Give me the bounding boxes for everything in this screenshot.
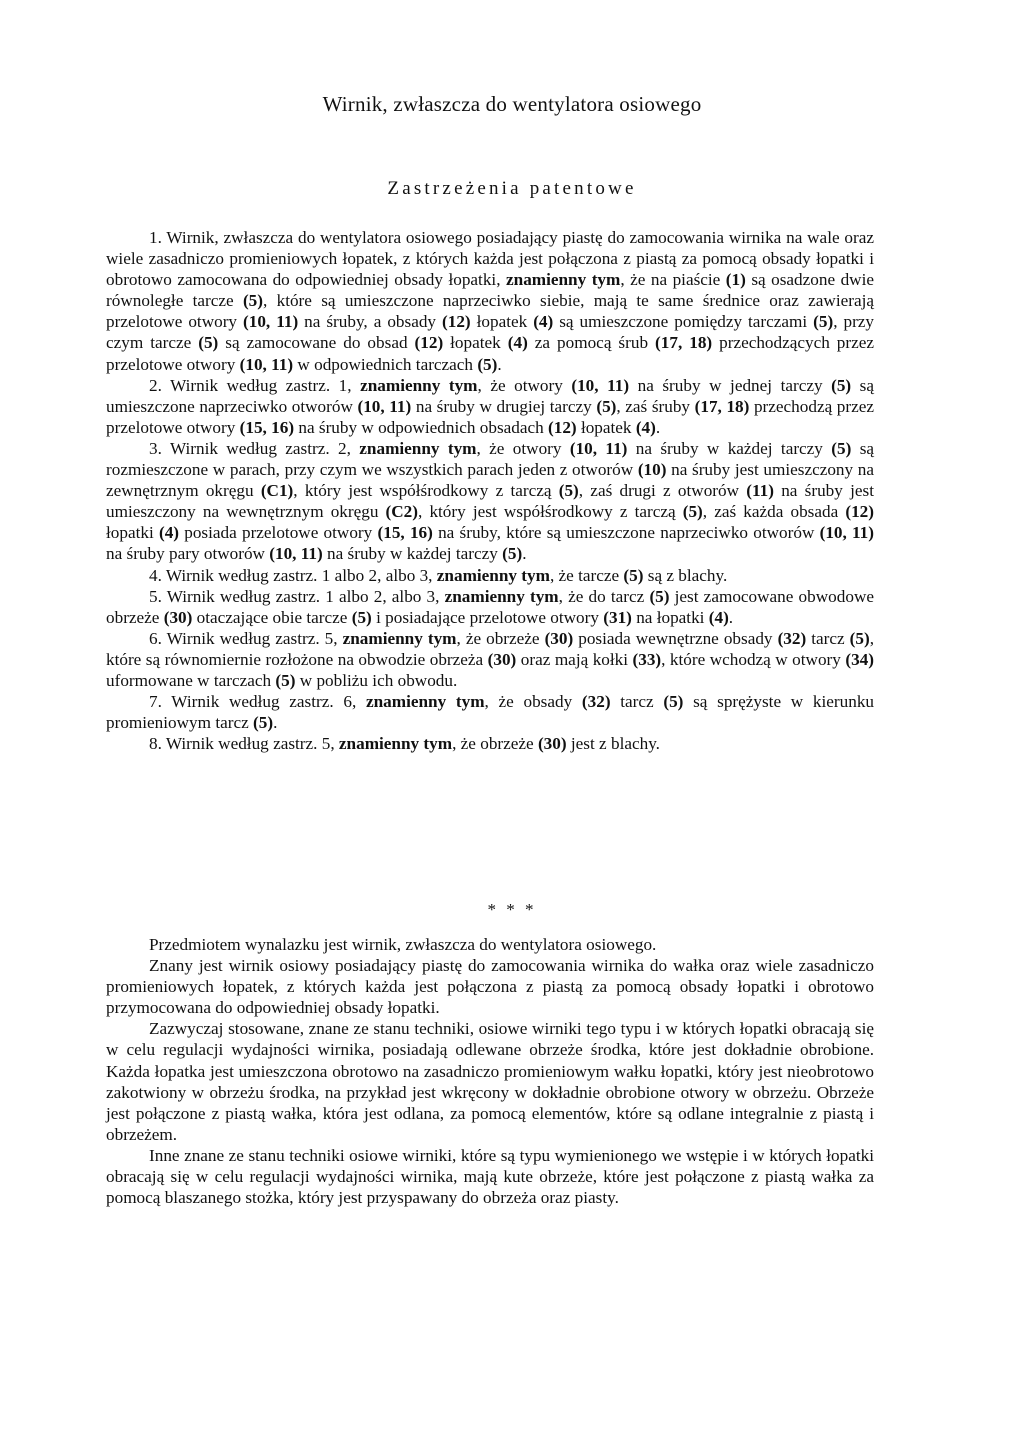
- claim-text-run: na śruby w jednej tarczy: [629, 375, 832, 395]
- claim-bold-run: (12): [442, 312, 471, 332]
- claim-bold-run: (11): [746, 481, 774, 501]
- claim-text-run: , zaś każda obsada: [702, 502, 846, 522]
- claim-text-run: .: [728, 607, 734, 627]
- claim-text-run: są sprężyste w kierunku promieniowym tarcz: [106, 692, 875, 733]
- claim-text-run: na śruby w każdej tarczy: [627, 438, 832, 458]
- claim-2: [106, 375, 874, 438]
- claim-bold-run: (10): [637, 460, 667, 480]
- claim-text-run: , że na piaście: [620, 270, 726, 290]
- claim-1: [106, 227, 874, 375]
- claim-bold-run: (15, 16): [377, 523, 433, 543]
- claim-bold-run: (12): [548, 417, 577, 437]
- claim-bold-run: (12): [845, 502, 874, 522]
- claim-bold-run: (33): [632, 649, 662, 669]
- claim-text-run: są rozmieszczone w parach, przy czym we wszystkich parach jeden z otworów: [106, 438, 875, 480]
- claim-text-run: przechodzą przez przelotowe otwory: [106, 396, 875, 437]
- claim-6: [106, 628, 874, 691]
- claim-bold-run: (17, 18): [694, 396, 750, 416]
- claim-text-run: są umieszczone pomiędzy tarczami: [553, 312, 814, 332]
- section-separator: * * *: [487, 900, 537, 919]
- claim-bold-run: (5): [351, 607, 372, 627]
- claim-bold-run: (5): [477, 354, 498, 374]
- description-paragraph-2: Znany jest wirnik osiowy posiadający piastę do zamocowania wirnika do wałka oraz wiele zasadniczo promieniowych łopatek, z których każda jest połączona z piastą za pomocą obsady łopatki i obrotowo przymocowana do odpowiedniej obsady łopatki.: [106, 956, 874, 1018]
- claim-text-run: tarcz: [806, 628, 850, 648]
- claim-bold-run: (32): [581, 692, 611, 712]
- claim-bold-run: (30): [537, 734, 567, 754]
- claim-text-run: , że otwory: [476, 438, 570, 458]
- claim-text-run: , że otwory: [477, 375, 572, 395]
- claim-bold-run: (5): [596, 396, 617, 416]
- claim-text-run: , że do tarcz: [558, 586, 650, 606]
- claim-text-run: łopatki: [106, 523, 159, 543]
- claim-text-run: 3. Wirnik według zastrz. 2,: [149, 438, 360, 458]
- claim-text-run: posiada wewnętrzne obsady: [573, 628, 778, 648]
- claim-bold-run: znamienny tym: [360, 375, 478, 395]
- claim-bold-run: znamienny tym: [342, 628, 457, 648]
- claim-bold-run: (32): [777, 628, 807, 648]
- claim-bold-run: (34): [845, 649, 874, 669]
- claim-bold-run: (15, 16): [239, 417, 295, 437]
- claim-bold-run: (5): [253, 713, 274, 733]
- claim-bold-run: (5): [242, 291, 263, 311]
- claim-text-run: , że tarcze: [549, 565, 624, 585]
- claim-text-run: na śruby, które są umieszczone naprzeciwko otworów: [432, 523, 820, 543]
- claim-text-run: na śruby jest umieszczony na zewnętrznym okręgu: [106, 460, 875, 501]
- claim-text-run: , zaś drugi z otworów: [578, 481, 747, 501]
- claim-text-run: , że obrzeże: [452, 734, 538, 754]
- claim-text-run: 4. Wirnik według zastrz. 1 albo 2, albo 3,: [149, 565, 437, 585]
- claim-4: [106, 565, 874, 586]
- claim-bold-run: (5): [649, 586, 670, 606]
- claim-text-run: w pobliżu ich obwodu.: [295, 670, 458, 690]
- description-paragraph-1: Przedmiotem wynalazku jest wirnik, zwłaszcza do wentylatora osiowego.: [149, 935, 657, 954]
- claim-5: [106, 586, 874, 628]
- claim-3: [106, 438, 874, 565]
- claim-text-run: łopatek: [470, 312, 534, 332]
- claim-text-run: , przy czym tarcze: [106, 312, 875, 353]
- claim-text-run: na łopatki: [631, 607, 709, 627]
- claim-text-run: na śruby pary otworów: [106, 544, 270, 564]
- claim-bold-run: znamienny tym: [444, 586, 559, 606]
- claim-text-run: jest zamocowane obwodowe obrzeże: [106, 586, 874, 627]
- claim-bold-run: (17, 18): [655, 333, 713, 353]
- claim-bold-run: (5): [663, 692, 684, 712]
- claim-text-run: na śruby w każdej tarczy: [322, 544, 503, 564]
- claim-bold-run: (31): [603, 607, 632, 627]
- claim-bold-run: (4): [158, 523, 180, 543]
- claim-text-run: 2. Wirnik według zastrz. 1,: [149, 375, 361, 395]
- claim-text-run: uformowane w tarczach: [106, 670, 276, 690]
- claim-bold-run: znamienny tym: [436, 565, 550, 585]
- claim-text-run: .: [497, 354, 502, 374]
- claims-list: [106, 227, 874, 754]
- claim-text-run: , że obrzeże: [456, 628, 545, 648]
- claim-text-run: 7. Wirnik według zastrz. 6,: [149, 692, 366, 712]
- claim-8: [106, 733, 874, 754]
- claim-bold-run: znamienny tym: [365, 692, 485, 712]
- claim-bold-run: znamienny tym: [506, 270, 621, 290]
- claim-bold-run: znamienny tym: [338, 734, 453, 754]
- claim-bold-run: (10, 11): [243, 312, 299, 332]
- claim-bold-run: (10, 11): [239, 354, 294, 374]
- claim-bold-run: (C2): [385, 502, 419, 522]
- claim-bold-run: (5): [275, 670, 296, 690]
- claim-text-run: , które wchodzą w otwory: [661, 649, 846, 669]
- description-paragraph-3: Zazwyczaj stosowane, znane ze stanu techniki, osiowe wirniki tego typu i w których łopatki obracają się w celu regulacji wydajności wirnika, posiadają odlewane obrzeże środka, które jest dokładnie obrobione. Każda łopatka jest umieszczona obrotowo na zasadniczo promieniowym wałku łopatki, który jest nieobrotowo zakotwiony w obrzeżu środka, na przykład jest wkręcony w dokładnie obrobione otwory w obrzeżu. Obrzeże jest połączone z piastą wałka, która jest odlana, za pomocą elementów, które są odlane integralnie z piastą i obrzeżem.: [106, 1019, 874, 1144]
- claim-text-run: oraz mają kołki: [516, 649, 633, 669]
- claim-7: [106, 691, 874, 733]
- claim-text-run: 1. Wirnik, zwłaszcza do wentylatora osiowego posiadający piastę do zamocowania wirnika na wale oraz wiele zasadniczo promieniowych łopatek, z których każda jest połączona z piastą za pomocą obsady łopatki i obrotowo zamocowana do odpowiedniej obsady łopatki,: [106, 228, 874, 290]
- claim-text-run: jest z blachy.: [566, 734, 660, 754]
- claim-text-run: na śruby, a obsady: [298, 312, 442, 332]
- claim-text-run: 8. Wirnik według zastrz. 5,: [149, 734, 339, 754]
- claim-bold-run: (4): [708, 607, 729, 627]
- claim-text-run: , które są równomiernie rozłożone na obwodzie obrzeża: [106, 628, 874, 669]
- claim-bold-run: (10, 11): [269, 544, 323, 564]
- claim-text-run: 6. Wirnik według zastrz. 5,: [149, 628, 343, 648]
- claim-text-run: są umieszczone naprzeciwko otworów: [106, 375, 874, 416]
- claim-bold-run: (12): [414, 333, 444, 353]
- claim-text-run: , zaś śruby: [616, 396, 695, 416]
- claim-bold-run: (4): [533, 312, 554, 332]
- claim-bold-run: (30): [163, 607, 193, 627]
- claim-bold-run: znamienny tym: [359, 438, 477, 458]
- claim-text-run: łopatek: [576, 417, 636, 437]
- claim-text-run: , że obsady: [484, 692, 582, 712]
- claim-text-run: za pomocą śrub: [527, 333, 656, 353]
- claim-bold-run: (5): [198, 333, 219, 353]
- claim-text-run: 5. Wirnik według zastrz. 1 albo 2, albo 3,: [149, 586, 445, 606]
- claim-text-run: , które są umieszczone naprzeciwko siebie, mają te same średnice oraz zawierają przelotowe otwory: [106, 291, 874, 332]
- claim-text-run: otaczające obie tarcze: [192, 607, 352, 627]
- claim-text-run: , który jest współśrodkowy z tarczą: [293, 481, 559, 501]
- claim-text-run: posiada przelotowe otwory: [179, 523, 378, 543]
- claim-text-run: .: [655, 417, 661, 437]
- claim-bold-run: (4): [635, 417, 656, 437]
- claim-bold-run: (10, 11): [569, 438, 628, 458]
- claim-text-run: są osadzone dwie równoległe tarcze: [106, 270, 874, 311]
- claim-text-run: na śruby jest umieszczony na wewnętrznym okręgu: [106, 481, 874, 522]
- claim-bold-run: (30): [544, 628, 574, 648]
- claim-bold-run: (5): [502, 544, 523, 564]
- claim-text-run: na śruby w drugiej tarczy: [411, 396, 597, 416]
- claim-text-run: .: [273, 713, 278, 733]
- claim-bold-run: (4): [507, 333, 528, 353]
- claim-bold-run: (10, 11): [571, 375, 630, 395]
- claim-text-run: na śruby w odpowiednich obsadach: [294, 417, 548, 437]
- claim-bold-run: (30): [487, 649, 517, 669]
- description-section: [106, 934, 874, 1208]
- claim-bold-run: (5): [558, 481, 579, 501]
- claim-text-run: , który jest współśrodkowy z tarczą: [418, 502, 683, 522]
- claim-text-run: łopatek: [443, 333, 508, 353]
- claim-bold-run: (5): [831, 375, 852, 395]
- claim-bold-run: (5): [831, 438, 852, 458]
- claim-text-run: są zamocowane do obsad: [218, 333, 415, 353]
- claim-bold-run: (10, 11): [357, 396, 412, 416]
- claim-text-run: .: [522, 544, 527, 564]
- claim-bold-run: (5): [623, 565, 644, 585]
- claim-text-run: tarcz: [610, 692, 664, 712]
- claim-text-run: przechodzących przez przelotowe otwory: [106, 333, 875, 374]
- claim-bold-run: (5): [813, 312, 834, 332]
- claim-text-run: są z blachy.: [643, 565, 728, 585]
- claim-bold-run: (1): [725, 270, 746, 290]
- claim-bold-run: (10, 11): [819, 523, 874, 543]
- claim-bold-run: (C1): [260, 481, 294, 501]
- claim-text-run: w odpowiednich tarczach: [293, 354, 478, 374]
- claim-text-run: i posiadające przelotowe otwory: [371, 607, 604, 627]
- document-title: Wirnik, zwłaszcza do wentylatora osiowego: [322, 92, 702, 116]
- description-paragraph-4: Inne znane ze stanu techniki osiowe wirniki, które są typu wymienionego we wstępie i w których łopatki obracają się w celu regulacji wydajności wirnika, mają kute obrzeże, które jest połączone z piastą wałka za pomocą blaszanego stożka, który jest przyspawany do obrzeża oraz piasty.: [106, 1145, 874, 1208]
- claim-bold-run: (5): [849, 628, 870, 648]
- claim-bold-run: (5): [682, 502, 703, 522]
- claims-heading: Zastrzeżenia patentowe: [387, 178, 637, 199]
